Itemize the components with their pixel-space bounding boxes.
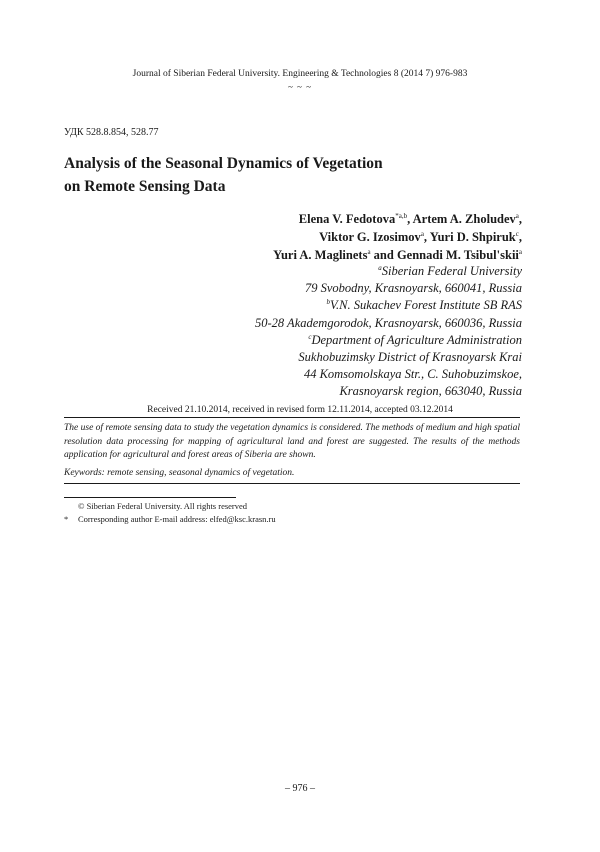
author-name: Artem A. Zholudev	[412, 212, 516, 226]
affiliation-b-address: 50-28 Akademgorodok, Krasnoyarsk, 660036, Russia	[255, 315, 522, 330]
paper-title	[64, 152, 484, 198]
title-line-1: Analysis of the Seasonal Dynamics of Vegetation	[64, 155, 383, 172]
page-number: – 976 –	[285, 783, 315, 794]
affil-mark: b	[326, 298, 331, 307]
author-name: Viktor G. Izosimov	[319, 230, 421, 244]
affil-text: V.N. Sukachev Forest Institute SB RAS	[330, 298, 522, 313]
journal-header: Journal of Siberian Federal University. Engineering & Technologies 8 (2014 7) 976-983	[132, 69, 468, 79]
affiliation-c-line-2: Sukhobuzimsky District of Krasnoyarsk Krai	[298, 350, 522, 365]
author-name: Gennadi M. Tsibul'skii	[396, 248, 519, 262]
udk-code: УДК 528.8.854, 528.77	[64, 127, 159, 138]
affiliation-a-name	[102, 263, 522, 280]
keywords: Keywords: remote sensing, seasonal dynamics of vegetation.	[64, 468, 295, 478]
author-conjunction: and	[373, 248, 394, 262]
author-name: Yuri D. Shpiruk	[429, 230, 516, 244]
corresponding-email: Corresponding author E-mail address: elfed@ksc.krasn.ru	[78, 514, 276, 524]
abstract-text: The use of remote sensing data to study the vegetation dynamics is considered. The methods of medium and high spatial resolution data processing for mapping of agricultural land and forest are suggested. The results of the methods application for agricultural and forest areas of Siberia are shown.	[64, 423, 520, 460]
affiliation-c-name	[102, 332, 522, 349]
author-list	[102, 210, 522, 264]
affiliation-c-line-3: 44 Komsomolskaya Str., C. Suhobuzimskoe,	[303, 367, 522, 382]
header-separator: ~ ~ ~	[287, 82, 313, 92]
author-affil-mark: a	[367, 247, 371, 256]
asterisk-mark: *	[64, 514, 69, 524]
copyright-footnote: © Siberian Federal University. All rights reserved	[78, 501, 248, 511]
author-line-2: Viktor G. Izosimov$^a$, Yuri D. Shpiruk$^c$,	[319, 229, 522, 244]
abstract-top-rule	[64, 417, 520, 418]
author-name: Yuri A. Maglinets	[273, 248, 368, 262]
affil-mark: a	[378, 263, 382, 272]
received-dates: Received 21.10.2014, received in revised form 12.11.2014, accepted 03.12.2014	[147, 405, 453, 415]
author-line-3	[102, 246, 522, 264]
footnote-rule	[64, 497, 236, 498]
author-affil-mark: a	[420, 229, 424, 238]
affil-text: Department of Agriculture Administration	[311, 332, 522, 347]
affiliation-a-address: 79 Svobodny, Krasnoyarsk, 660041, Russia	[304, 281, 522, 296]
author-affil-mark: c	[515, 229, 519, 238]
affil-text: Siberian Federal University	[381, 264, 522, 278]
corresponding-author-footnote	[64, 514, 276, 524]
affiliation-b-name	[102, 297, 522, 314]
abstract-bottom-rule	[64, 483, 520, 484]
author-line-1: Elena V. Fedotova$^{*a,b}$, Artem A. Zholudev$^a$,	[298, 211, 522, 226]
author-affil-mark: a	[518, 247, 522, 256]
author-affil-mark: a	[515, 211, 519, 220]
author-affil-mark: *a,b	[395, 211, 408, 220]
author-name: Elena V. Fedotova	[298, 212, 396, 226]
affiliation-c-line-4: Krasnoyarsk region, 663040, Russia	[339, 384, 522, 399]
title-line-2: on Remote Sensing Data	[64, 178, 226, 195]
affil-mark: c	[308, 332, 312, 341]
affiliation-list	[102, 263, 522, 401]
